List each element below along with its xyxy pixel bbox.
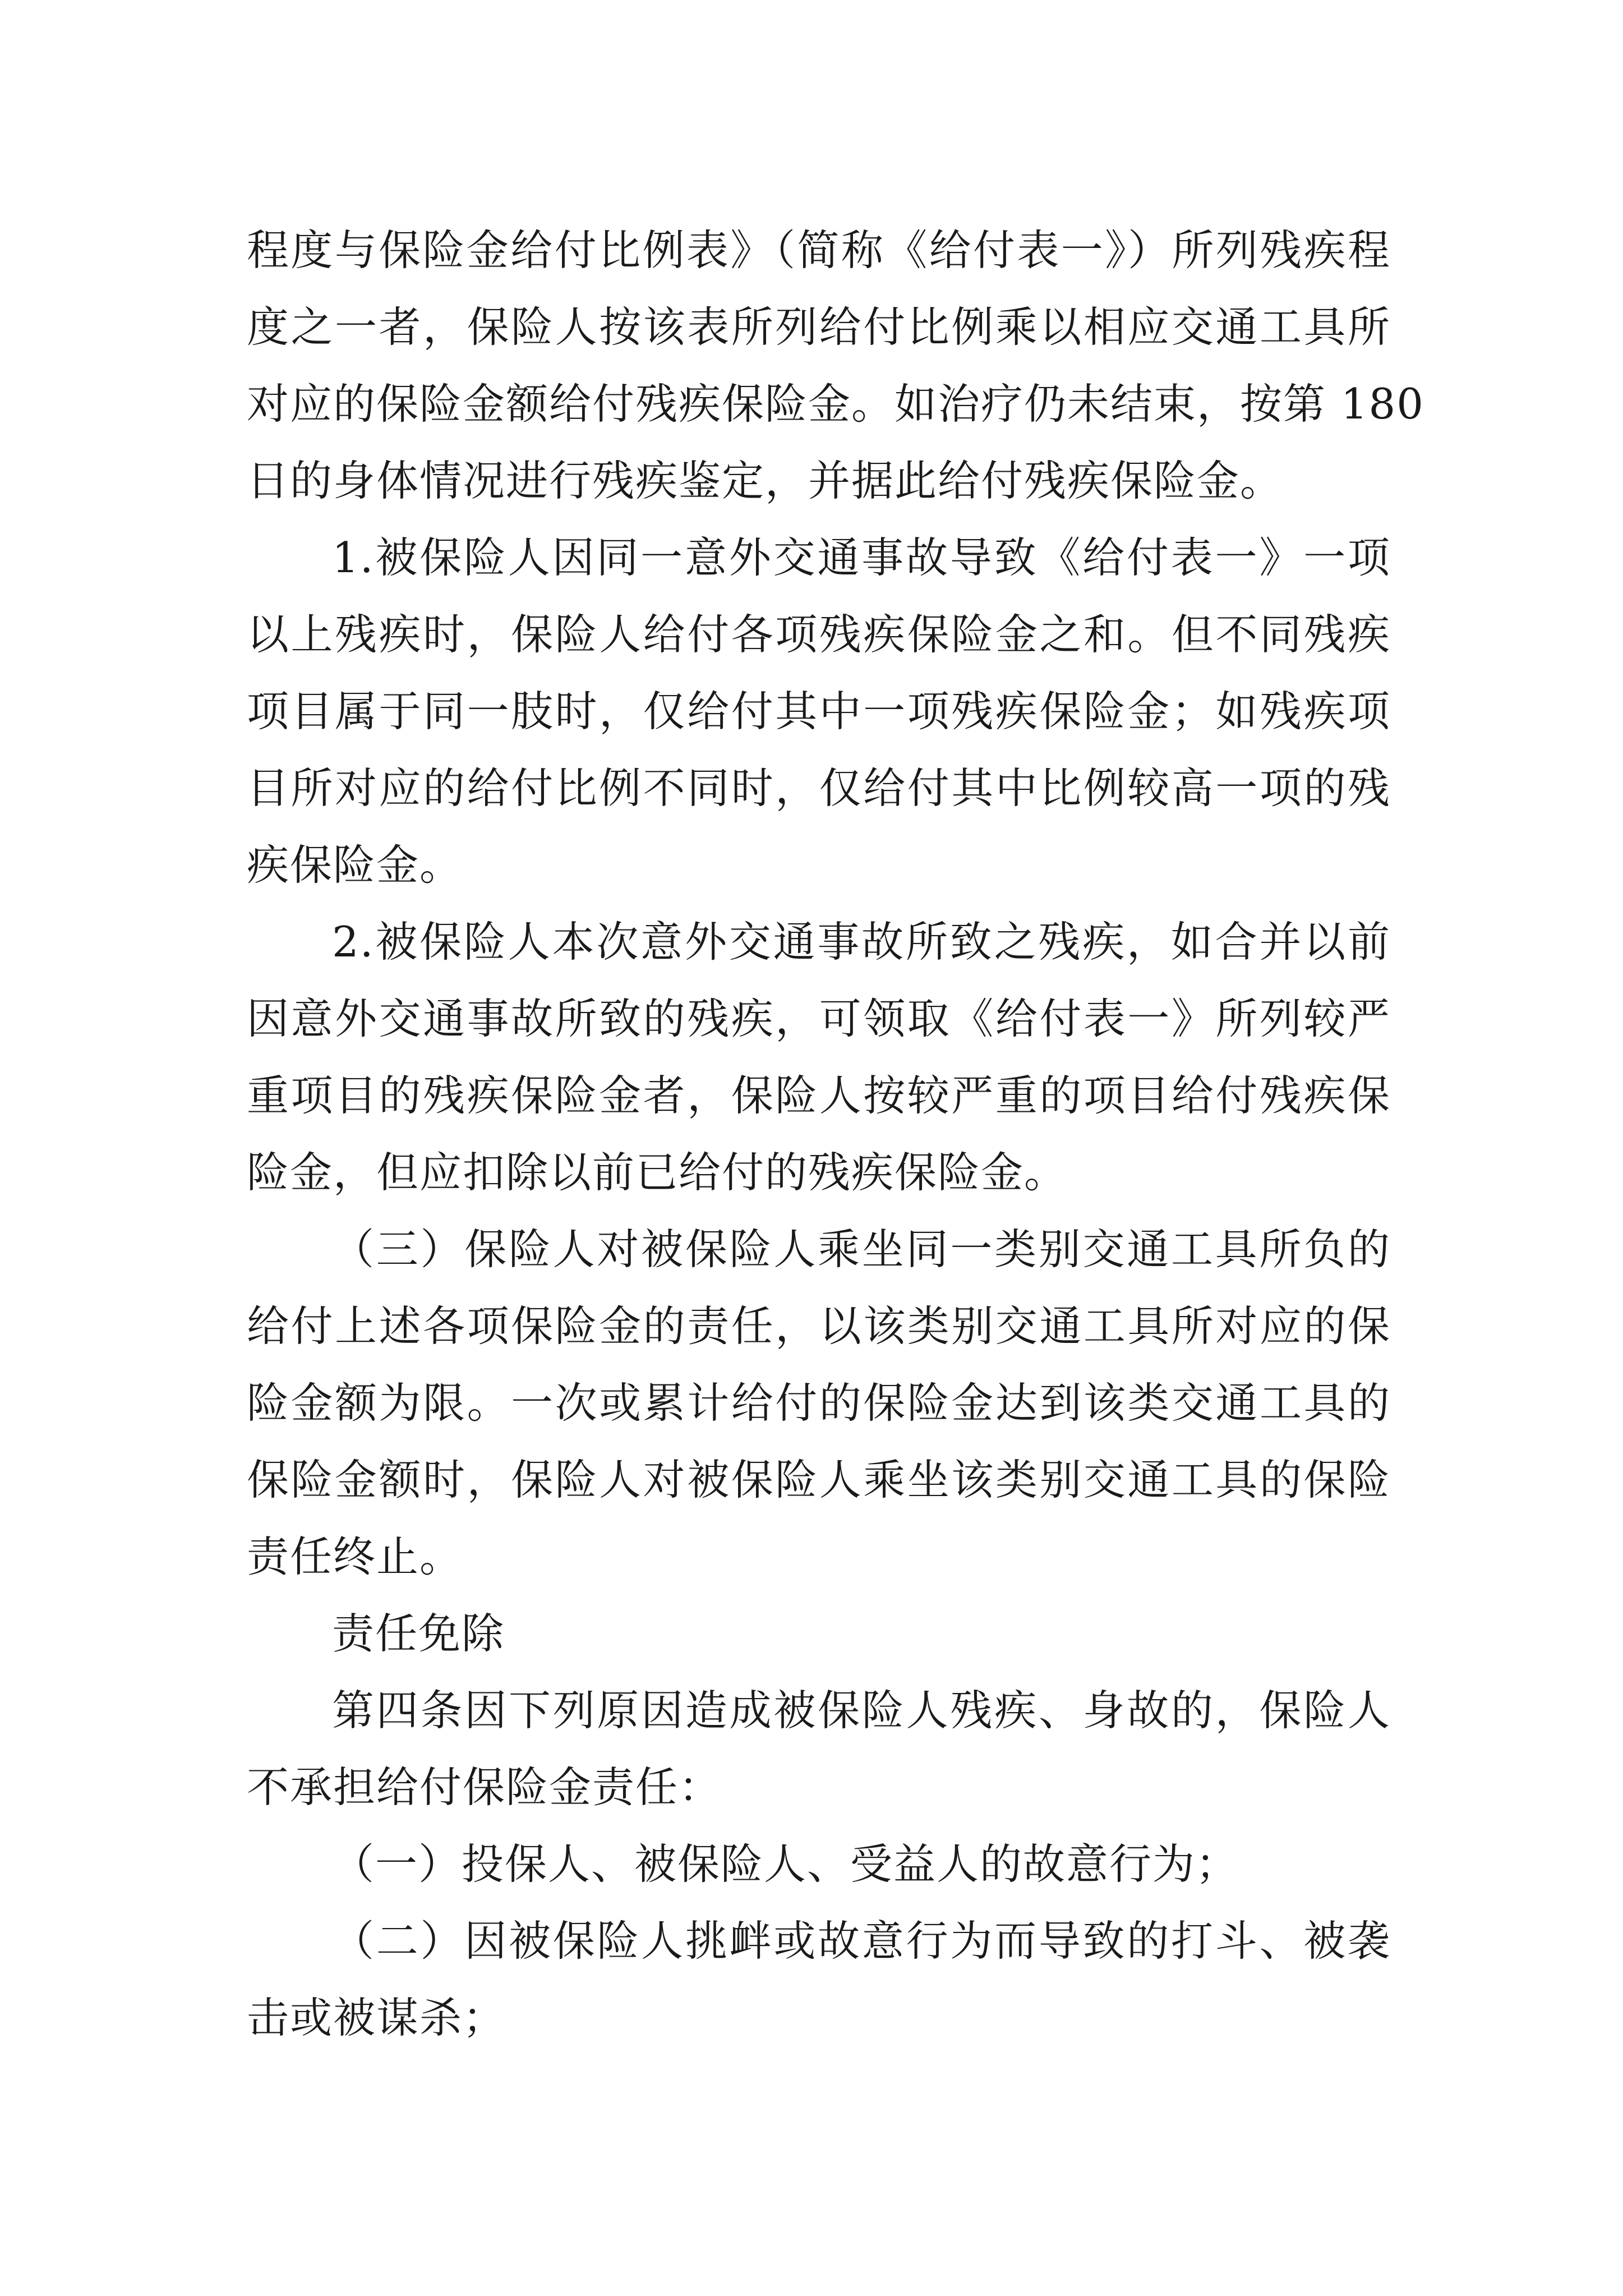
text-line: 疾保险金。 <box>247 840 463 890</box>
text-line: 责任终止。 <box>247 1532 463 1581</box>
text-line: 以上残疾时，保险人给付各项残疾保险金之和。但不同残疾 <box>247 610 1391 659</box>
text-line: 2.被保险人本次意外交通事故所致之残疾，如合并以前 <box>332 917 1391 967</box>
text-line: 因意外交通事故所致的残疾，可领取《给付表一》所列较严 <box>247 994 1391 1043</box>
text-line: 保险金额时，保险人对被保险人乘坐该类别交通工具的保险 <box>247 1455 1391 1504</box>
text-line: 险金，但应扣除以前已给付的残疾保险金。 <box>247 1148 1068 1197</box>
text-line: （三）保险人对被保险人乘坐同一类别交通工具所负的 <box>332 1225 1391 1274</box>
text-line: 度之一者，保险人按该表所列给付比例乘以相应交通工具所 <box>247 302 1391 352</box>
text-line: 程度与保险金给付比例表》（简称《给付表一》）所列残疾程 <box>247 226 1391 275</box>
document-body <box>247 212 1424 2056</box>
text-line: 第四条因下列原因造成被保险人残疾、身故的，保险人 <box>332 1686 1391 1735</box>
text-line: 1.被保险人因同一意外交通事故导致《给付表一》一项 <box>332 533 1391 582</box>
text-line: 项目属于同一肢时，仅给付其中一项残疾保险金；如残疾项 <box>247 687 1391 736</box>
text-line: 对应的保险金额给付残疾保险金。如治疗仍未结束，按第 180 <box>247 379 1424 429</box>
text-line: 责任免除 <box>332 1609 505 1658</box>
text-line: （一）投保人、被保险人、受益人的故意行为； <box>332 1839 1239 1889</box>
text-line: 不承担给付保险金责任： <box>247 1763 722 1812</box>
text-line: （二）因被保险人挑衅或故意行为而导致的打斗、被袭 <box>332 1916 1391 1966</box>
text-line: 日的身体情况进行残疾鉴定，并据此给付残疾保险金。 <box>247 456 1284 505</box>
text-line: 重项目的残疾保险金者，保险人按较严重的项目给付残疾保 <box>247 1071 1391 1120</box>
text-line: 击或被谋杀； <box>247 1993 506 2042</box>
text-line: 给付上述各项保险金的责任，以该类别交通工具所对应的保 <box>247 1301 1391 1351</box>
text-line: 目所对应的给付比例不同时，仅给付其中比例较高一项的残 <box>247 763 1391 813</box>
text-line: 险金额为限。一次或累计给付的保险金达到该类交通工具的 <box>247 1378 1391 1428</box>
